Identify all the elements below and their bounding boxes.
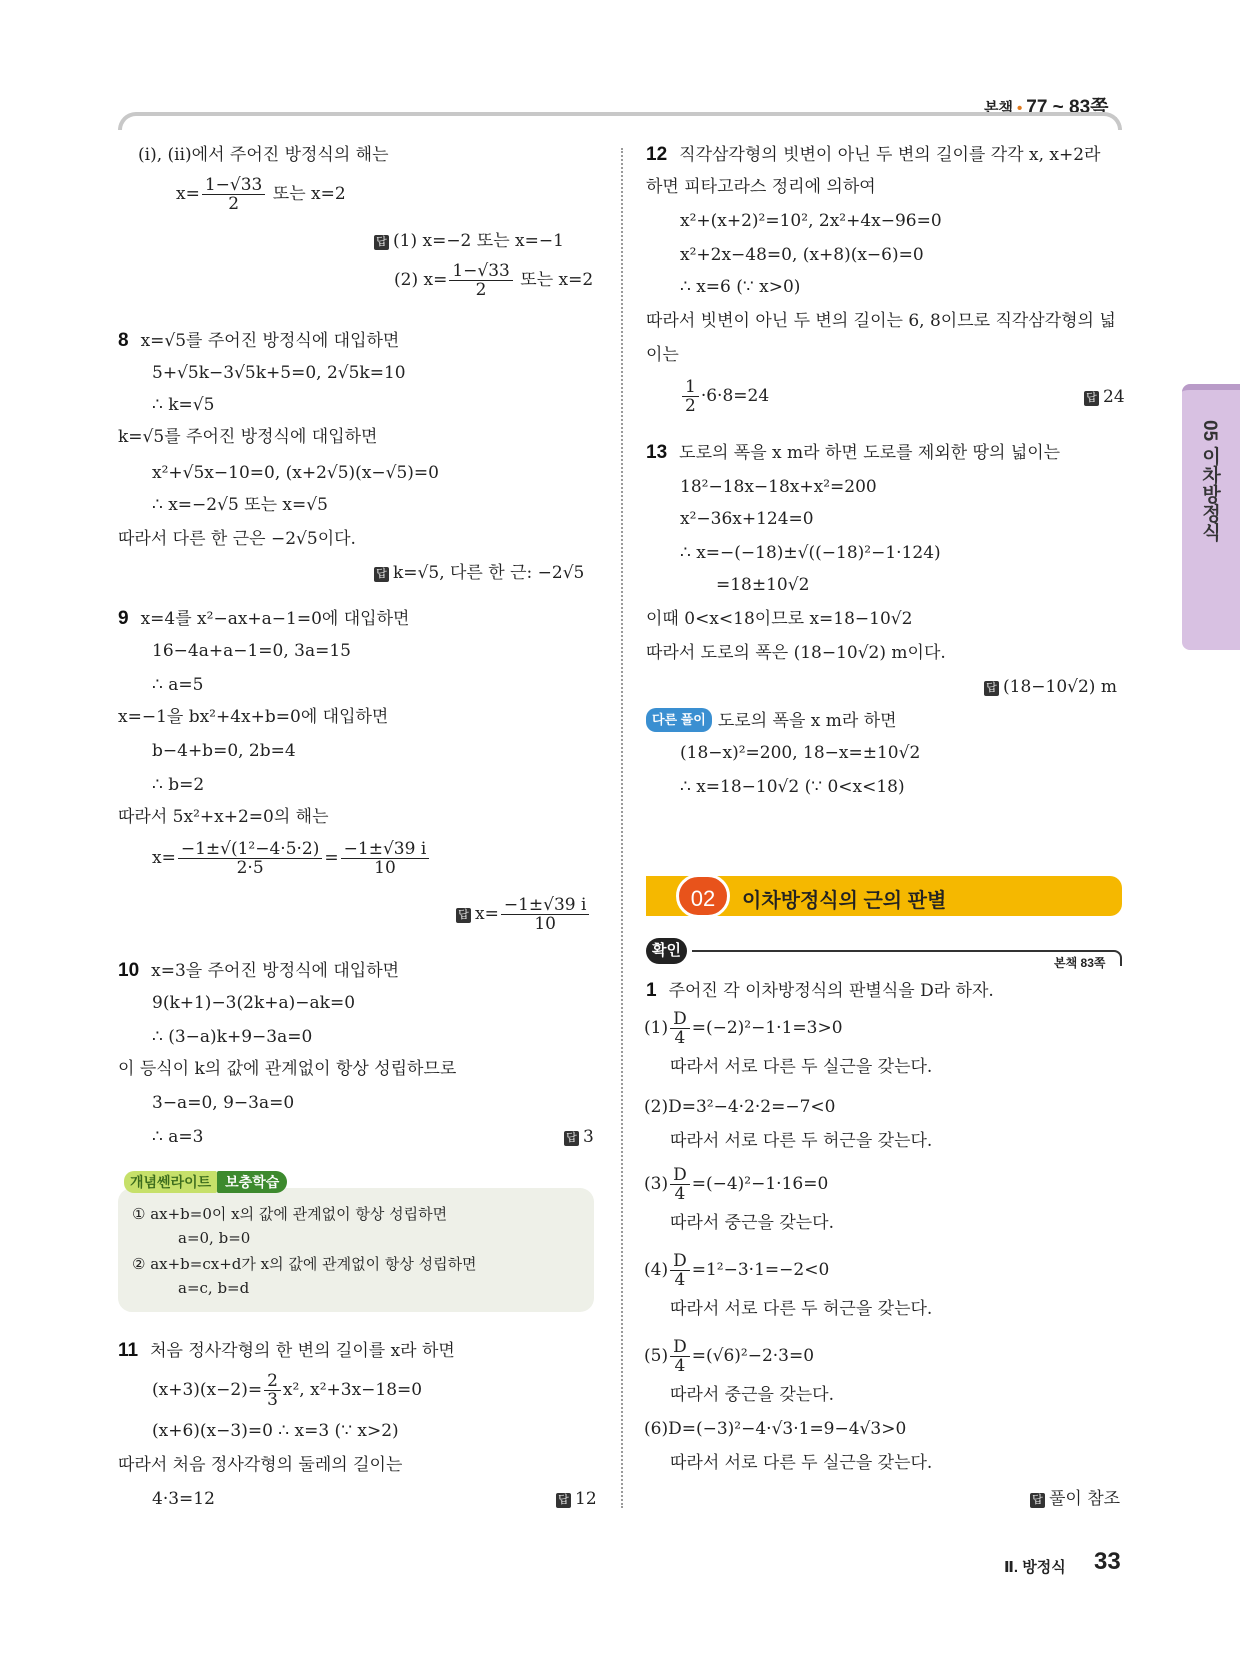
p8-line-5: x²+√5x−10=0, (x+2√5)(x−√5)=0 <box>152 463 439 483</box>
q1-answer-text: 풀이 참조 <box>1049 1489 1121 1509</box>
problem-number-12: 12 <box>646 144 668 165</box>
p8-l1: x=√5를 주어진 방정식에 대입하면 <box>140 331 400 351</box>
q1-item-result-2: 따라서 서로 다른 두 허근을 갖는다. <box>670 1131 933 1151</box>
p13-answer <box>984 676 1117 698</box>
p8-line-6: ∴ x=−2√5 또는 x=√5 <box>152 495 328 515</box>
q1-item-expression: =1²−3·1=−2<0 <box>691 1260 830 1280</box>
p13-o1: 도로의 폭을 x m라 하면 <box>717 711 897 731</box>
q1-item-6 <box>644 1418 906 1440</box>
q1-item-label: (1) <box>644 1018 669 1038</box>
q1-item-label: (4) <box>644 1260 669 1280</box>
p9-frac1-num: −1±√(1²−4·5·2) <box>178 840 323 859</box>
p9-fraction-2 <box>341 840 430 877</box>
p12-line-3: x²+(x+2)²=10², 2x²+4x−96=0 <box>680 211 942 231</box>
check-reference: 본책 83쪽 <box>1054 956 1106 970</box>
p12-frac-den: 2 <box>685 396 696 416</box>
p9-frac2-num: −1±√39 i <box>341 840 430 859</box>
p11-line-3: (x+6)(x−3)=0 ∴ x=3 (∵ x>2) <box>152 1421 399 1441</box>
p9-line-8 <box>152 840 431 877</box>
p9-frac2-den: 10 <box>374 858 396 878</box>
p11-line-4: 따라서 처음 정사각형의 둘레의 길이는 <box>118 1455 403 1475</box>
p13-l1: 도로의 폭을 x m라 하면 도로를 제외한 땅의 넓이는 <box>679 443 1061 463</box>
p13-other-line-2: (18−x)²=200, 18−x=±10√2 <box>680 743 921 763</box>
p7-fraction <box>202 176 266 213</box>
p7-post: 또는 x=2 <box>272 184 346 204</box>
p9-answer-den: 10 <box>534 914 556 934</box>
answer-mark-icon: 답 <box>374 235 389 250</box>
q1-item-label: (3) <box>644 1174 669 1194</box>
problem-number-9: 9 <box>118 608 129 629</box>
q1-item-fraction <box>670 1166 690 1203</box>
column-divider <box>621 148 623 1508</box>
q1-l1: 주어진 각 이차방정식의 판별식을 D라 하자. <box>668 981 994 1001</box>
header-dot: • <box>1016 100 1023 117</box>
p8-line-2: 5+√5k−3√5k+5=0, 2√5k=10 <box>152 363 406 383</box>
p12-l8-post: ·6·8=24 <box>700 386 770 406</box>
p12-frac-num: 1 <box>682 378 699 397</box>
p9-line-6: ∴ b=2 <box>152 775 205 795</box>
p7-solution <box>176 176 346 213</box>
p11-line-5: 4·3=12 <box>152 1489 215 1509</box>
p13-line-1 <box>646 442 1060 464</box>
p9-fraction-1 <box>178 840 323 877</box>
q1-item-fraction <box>670 1338 690 1375</box>
p11-frac-den: 3 <box>267 1390 278 1410</box>
p8-line-7: 따라서 다른 한 근은 −2√5이다. <box>118 529 356 549</box>
other-solution-badge: 다른 풀이 <box>646 708 712 732</box>
p9-line-7: 따라서 5x²+x+2=0의 해는 <box>118 807 329 827</box>
q1-frac-num: D <box>670 1252 690 1271</box>
p8-line-1 <box>118 330 399 352</box>
p9-line-2: 16−4a+a−1=0, 3a=15 <box>152 641 351 661</box>
p9-answer-num: −1±√39 i <box>501 896 590 915</box>
q1-item-fraction <box>670 1010 690 1047</box>
q1-item-result-4: 따라서 서로 다른 두 허근을 갖는다. <box>670 1299 933 1319</box>
p13-line-5: =18±10√2 <box>716 575 810 595</box>
p7-frac-num: 1−√33 <box>202 176 266 195</box>
p9-line-1 <box>118 608 409 630</box>
q1-frac-num: D <box>670 1166 690 1185</box>
q1-line-1 <box>646 980 994 1002</box>
p10-line-4: 이 등식이 k의 값에 관계없이 항상 성립하므로 <box>118 1059 457 1079</box>
q1-item-result-3: 따라서 중근을 갖는다. <box>670 1213 835 1233</box>
p8-answer-text: k=√5, 다른 한 근: −2√5 <box>393 563 585 583</box>
p11-line-2 <box>152 1372 422 1409</box>
q1-item-expression: D=3²−4·2·2=−7<0 <box>668 1097 836 1117</box>
p9-line-5: b−4+b=0, 2b=4 <box>152 741 296 761</box>
q1-item-expression: D=(−3)²−4·√3·1=9−4√3>0 <box>668 1419 907 1439</box>
section-title: 이차방정식의 근의 판별 <box>742 890 947 912</box>
p13-line-2: 18²−18x−18x+x²=200 <box>680 477 877 497</box>
p9-line-4: x=−1을 bx²+4x+b=0에 대입하면 <box>118 707 389 727</box>
p10-line-6: ∴ a=3 <box>152 1127 204 1147</box>
answer-mark-icon: 답 <box>1030 1493 1045 1508</box>
p7-answer-1 <box>374 230 564 252</box>
supplement-tag <box>124 1172 287 1192</box>
p9-answer-pre: x= <box>475 904 499 924</box>
q1-frac-den: 4 <box>674 1028 686 1048</box>
p13-other-line-3: ∴ x=18−10√2 (∵ 0<x<18) <box>680 777 905 797</box>
p13-line-7: 따라서 도로의 폭은 (18−10√2) m이다. <box>646 643 946 663</box>
p12-line-5: ∴ x=6 (∵ x>0) <box>680 277 801 297</box>
p12-line-2: 하면 피타고라스 정리에 의하여 <box>646 177 876 197</box>
p8-answer <box>374 562 584 584</box>
q1-item-5 <box>644 1338 814 1375</box>
q1-item-result-1: 따라서 서로 다른 두 실근을 갖는다. <box>670 1057 933 1077</box>
p12-l1: 직각삼각형의 빗변이 아닌 두 변의 길이를 각각 x, x+2라 <box>679 145 1101 165</box>
p12-line-6: 따라서 빗변이 아닌 두 변의 길이는 6, 8이므로 직각삼각형의 넓 <box>646 311 1116 331</box>
p10-line-3: ∴ (3−a)k+9−3a=0 <box>152 1027 313 1047</box>
p7-line-1: (ⅰ), (ⅱ)에서 주어진 방정식의 해는 <box>138 145 389 165</box>
footer-page-number: 33 <box>1094 1548 1121 1575</box>
p10-line-1 <box>118 960 399 982</box>
p12-line-1 <box>646 144 1100 166</box>
p7-answer-2-pre: (2) x= <box>394 270 448 290</box>
p9-answer <box>456 896 591 933</box>
p7-answer-2-post: 또는 x=2 <box>520 270 594 290</box>
q1-item-4 <box>644 1252 829 1289</box>
p13-line-4: ∴ x=−(−18)±√((−18)²−1·124) <box>680 543 941 563</box>
chapter-side-tab <box>1182 384 1240 650</box>
p13-line-6: 이때 0<x<18이므로 x=18−10√2 <box>646 609 913 629</box>
p11-l2-pre: (x+3)(x−2)= <box>152 1380 263 1400</box>
q1-frac-num: D <box>670 1338 690 1357</box>
answer-mark-icon: 답 <box>1084 391 1099 406</box>
q1-item-2 <box>644 1096 835 1118</box>
p13-other-line-1 <box>646 708 897 732</box>
problem-number-10: 10 <box>118 960 140 981</box>
p12-answer-text: 24 <box>1103 387 1125 407</box>
q1-item-1 <box>644 1010 843 1047</box>
p9-l1: x=4를 x²−ax+a−1=0에 대입하면 <box>140 609 410 629</box>
answer-mark-icon: 답 <box>456 908 471 923</box>
supplement-line-4: a=c, b=d <box>178 1279 250 1297</box>
p7-answer-frac-den: 2 <box>475 280 487 300</box>
p11-frac-num: 2 <box>264 1372 281 1391</box>
side-tab-label: 05 이차방정식 <box>1199 420 1220 542</box>
q1-item-expression: =(√6)²−2·3=0 <box>691 1346 815 1366</box>
p9-frac1-den: 2·5 <box>236 858 264 878</box>
supplement-line-2: a=0, b=0 <box>178 1229 251 1247</box>
problem-number-13: 13 <box>646 442 668 463</box>
footer-chapter: Ⅱ. 방정식 <box>1004 1559 1066 1576</box>
p7-answer-frac-num: 1−√33 <box>449 262 513 281</box>
p13-answer-text: (18−10√2) m <box>1003 677 1117 697</box>
p11-fraction <box>264 1372 281 1409</box>
q1-frac-num: D <box>670 1010 690 1029</box>
p9-eq: = <box>324 848 339 868</box>
p9-line-3: ∴ a=5 <box>152 675 204 695</box>
p8-line-4: k=√5를 주어진 방정식에 대입하면 <box>118 427 378 447</box>
answer-mark-icon: 답 <box>556 1493 571 1508</box>
p11-answer <box>556 1488 597 1510</box>
q1-frac-den: 4 <box>674 1356 686 1376</box>
answer-mark-icon: 답 <box>984 681 999 696</box>
q1-item-label: (2) <box>644 1097 669 1117</box>
q1-item-result-6: 따라서 서로 다른 두 실근을 갖는다. <box>670 1453 933 1473</box>
supplement-line-1: ① ax+b=0이 x의 값에 관계없이 항상 성립하면 <box>132 1205 448 1223</box>
p10-line-5: 3−a=0, 9−3a=0 <box>152 1093 295 1113</box>
answer-mark-icon: 답 <box>564 1131 579 1146</box>
top-rule <box>118 112 1122 130</box>
p9-x-eq: x= <box>152 848 176 868</box>
q1-item-label: (5) <box>644 1346 669 1366</box>
q1-item-expression: =(−2)²−1·1=3>0 <box>691 1018 843 1038</box>
p7-answer-1-text: (1) x=−2 또는 x=−1 <box>393 231 564 251</box>
answer-mark-icon: 답 <box>374 567 389 582</box>
q1-frac-den: 4 <box>674 1270 686 1290</box>
check-badge: 확인 <box>646 938 687 964</box>
p12-line-7: 이는 <box>646 345 679 365</box>
p7-answer-fraction <box>449 262 513 299</box>
p10-l1: x=3을 주어진 방정식에 대입하면 <box>151 961 400 981</box>
p10-answer-text: 3 <box>583 1127 594 1147</box>
p7-frac-den: 2 <box>228 194 240 214</box>
p13-line-3: x²−36x+124=0 <box>680 509 814 529</box>
p12-line-8 <box>680 378 769 415</box>
q1-item-label: (6) <box>644 1419 669 1439</box>
problem-number-11: 11 <box>118 1340 139 1361</box>
q1-item-result-5: 따라서 중근을 갖는다. <box>670 1385 835 1405</box>
question-number-1: 1 <box>646 980 657 1001</box>
p10-line-2: 9(k+1)−3(2k+a)−ak=0 <box>152 993 356 1013</box>
p11-line-1 <box>118 1340 455 1362</box>
problem-number-8: 8 <box>118 330 129 351</box>
p12-fraction <box>682 378 699 415</box>
p10-answer <box>564 1126 594 1148</box>
supplement-line-3: ② ax+b=cx+d가 x의 값에 관계없이 항상 성립하면 <box>132 1255 477 1273</box>
p7-answer-2 <box>394 262 593 299</box>
p8-line-3: ∴ k=√5 <box>152 395 215 415</box>
p11-l2-post: x², x²+3x−18=0 <box>282 1380 423 1400</box>
q1-item-3 <box>644 1166 828 1203</box>
p9-answer-fraction <box>501 896 590 933</box>
q1-answer <box>1030 1488 1120 1510</box>
supplement-tag-brand: 개념쎈라이트 <box>124 1171 217 1193</box>
q1-item-fraction <box>670 1252 690 1289</box>
p12-line-4: x²+2x−48=0, (x+8)(x−6)=0 <box>680 245 924 265</box>
p12-answer <box>1084 386 1125 408</box>
q1-frac-den: 4 <box>674 1184 686 1204</box>
q1-item-expression: =(−4)²−1·16=0 <box>691 1174 829 1194</box>
p11-l1: 처음 정사각형의 한 변의 길이를 x라 하면 <box>150 1341 455 1361</box>
p7-x-eq: x= <box>176 184 200 204</box>
section-number: 02 <box>676 874 730 918</box>
header-book: 본책 <box>984 100 1013 117</box>
supplement-tag-label: 보충학습 <box>217 1171 287 1193</box>
p11-answer-text: 12 <box>575 1489 597 1509</box>
header-range: 77 ~ 83쪽 <box>1026 97 1109 118</box>
